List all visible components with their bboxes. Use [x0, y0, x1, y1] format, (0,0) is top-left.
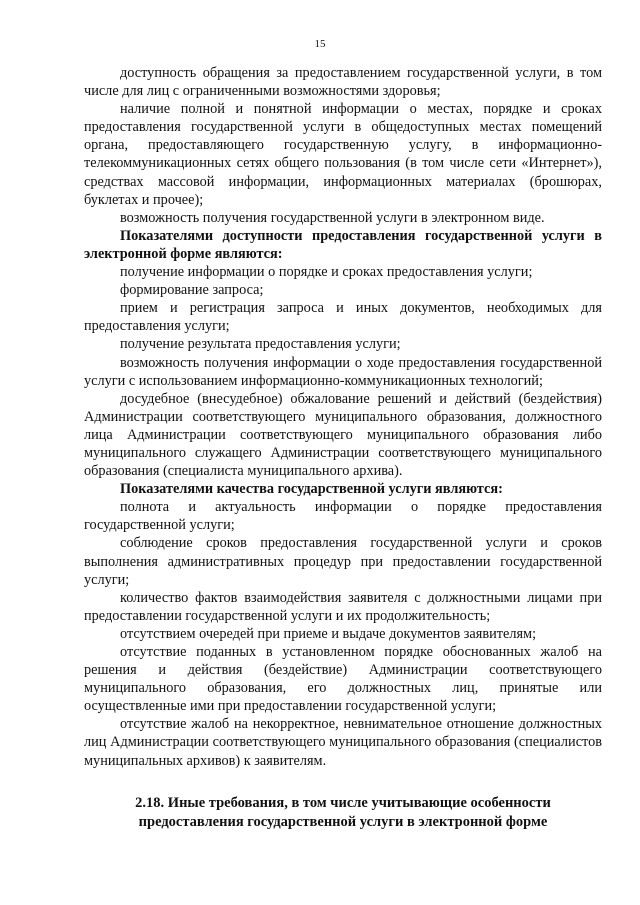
paragraph: прием и регистрация запроса и иных документов, необходимых для предоставления услуги;	[84, 300, 602, 335]
paragraph: полнота и актуальность информации о порядке предоставления государственной услуги;	[84, 499, 602, 534]
section-heading	[84, 794, 602, 831]
paragraph: доступность обращения за предоставлением государственной услуги, в том числе для лиц с ограниченными возможностями здоровья;	[84, 65, 602, 100]
section-heading-line-1: 2.18. Иные требования, в том числе учитывающие особенности	[135, 795, 551, 811]
paragraph: возможность получения информации о ходе предоставления государственной услуги с использованием информационно-коммуникационных технологий;	[84, 354, 602, 389]
paragraph: возможность получения государственной услуги в электронном виде.	[120, 209, 545, 226]
paragraph: отсутствие поданных в установленном порядке обоснованных жалоб на решения и действия (бездействие) Администрации соответствующего муниципального образования, его должностных лиц, принятые или осуществленные ими при предоставлении государственной услуги;	[84, 644, 602, 715]
page-number: 15	[314, 38, 326, 50]
paragraph: отсутствием очередей при приеме и выдаче документов заявителям;	[120, 625, 537, 642]
paragraph: получение информации о порядке и сроках предоставления услуги;	[120, 264, 533, 281]
bold-paragraph: Показателями качества государственной услуги являются:	[120, 481, 503, 498]
paragraph: соблюдение сроков предоставления государственной услуги и сроков выполнения административных процедур при предоставлении государственной услуги;	[84, 535, 602, 588]
paragraph: получение результата предоставления услуги;	[120, 336, 401, 353]
paragraph: досудебное (внесудебное) обжалование решений и действий (бездействия) Администрации соответствующего муниципального образования, должностного лица Администрации соответствующего муниципального образования либо муниципального служащего Администрации соответствующего муниципального образования (специалиста муниципального архива).	[84, 390, 602, 480]
section-heading-line-2: предоставления государственной услуги в электронной форме	[138, 813, 548, 830]
paragraph: количество фактов взаимодействия заявителя с должностными лицами при предоставлении государственной услуги и их продолжительность;	[84, 589, 602, 624]
bold-paragraph: Показателями доступности предоставления государственной услуги в электронной форме являются:	[84, 227, 602, 262]
paragraph: формирование запроса;	[120, 282, 264, 299]
body-text	[84, 64, 602, 770]
paragraph: наличие полной и понятной информации о местах, порядке и сроках предоставления государственной услуги в общедоступных местах помещений органа, предоставляющего государственную услугу, в информационно-телекоммуникационных сетях общего пользования (в том числе сети «Интернет»), средствах массовой информации, информационных материалах (брошюрах, буклетах и прочее);	[84, 101, 602, 208]
paragraph: отсутствие жалоб на некорректное, невнимательное отношение должностных лиц Администрации соответствующего муниципального образования (специалистов муниципальных архивов) к заявителям.	[84, 716, 602, 769]
